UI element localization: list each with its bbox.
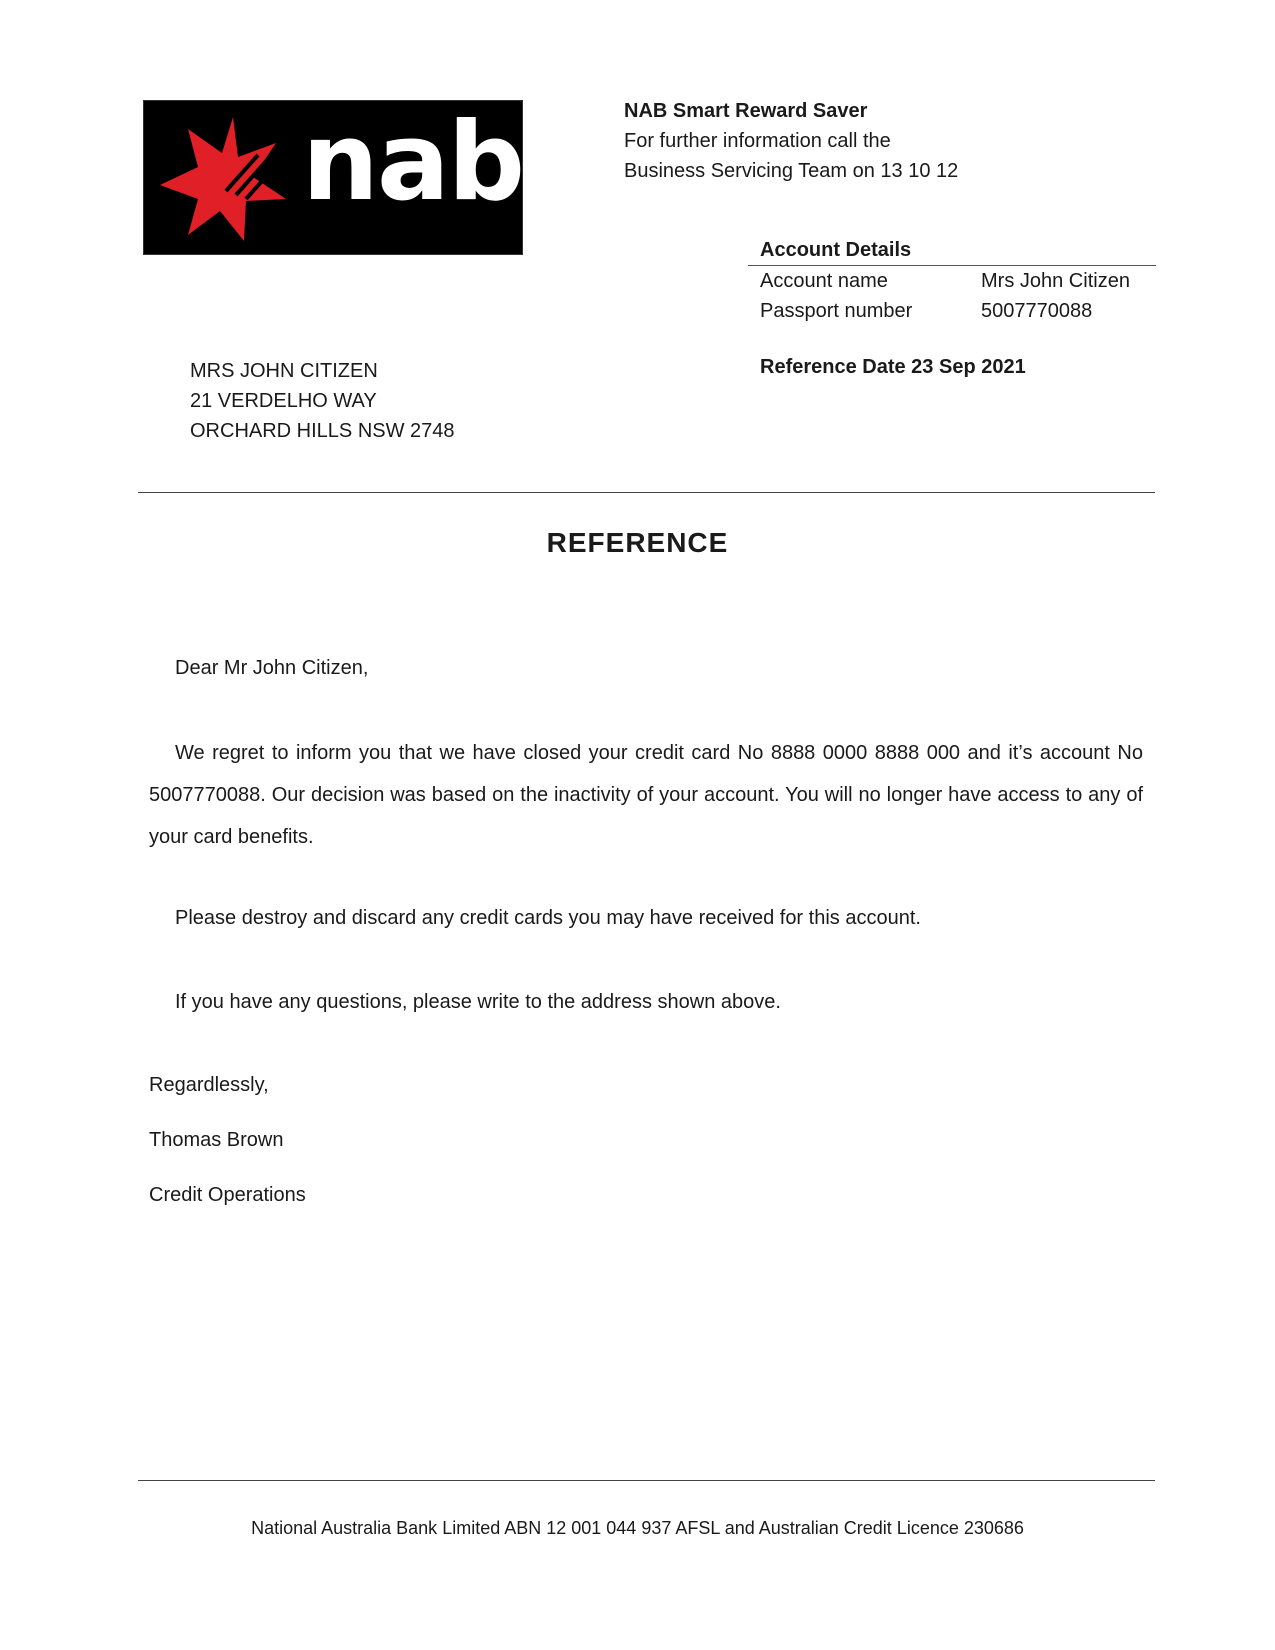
footer-legal: National Australia Bank Limited ABN 12 001 044 937 AFSL and Australian Credit Licence 230686 <box>251 1518 1024 1538</box>
nab-logo <box>143 100 523 255</box>
product-info-line-2: Business Servicing Team on 13 10 12 <box>624 160 959 182</box>
body-paragraph-1: We regret to inform you that we have closed your credit card No 8888 0000 8888 000 and it’s account No 5007770088. Our decision was based on the inactivity of your account. You will no longer have access to any of your card benefits. <box>149 742 1143 848</box>
account-details <box>748 235 1156 326</box>
product-title: NAB Smart Reward Saver <box>624 100 868 122</box>
body-paragraph-2: Please destroy and discard any credit cards you may have received for this account. <box>175 907 921 929</box>
footer-divider <box>138 1480 1155 1481</box>
signatory-name: Thomas Brown <box>149 1129 284 1151</box>
product-info-line-1: For further information call the <box>624 130 891 152</box>
account-name-value: Mrs John Citizen <box>981 270 1130 292</box>
header-divider <box>138 492 1155 493</box>
passport-number-value: 5007770088 <box>981 300 1093 322</box>
passport-number-label: Passport number <box>760 300 913 322</box>
recipient-name: MRS JOHN CITIZEN <box>190 360 378 382</box>
product-info <box>624 96 958 186</box>
recipient-street: 21 VERDELHO WAY <box>190 390 377 412</box>
account-name-label: Account name <box>760 270 888 292</box>
account-details-row <box>748 296 1156 326</box>
account-details-row <box>748 266 1156 296</box>
document-title: REFERENCE <box>546 527 729 558</box>
recipient-address <box>190 356 455 446</box>
salutation: Dear Mr John Citizen, <box>175 657 369 679</box>
recipient-city: ORCHARD HILLS NSW 2748 <box>190 420 455 442</box>
account-details-heading: Account Details <box>748 235 1156 266</box>
reference-date: Reference Date 23 Sep 2021 <box>760 356 1026 378</box>
closing: Regardlessly, <box>149 1074 269 1096</box>
star-icon <box>158 115 288 245</box>
logo-wordmark: nab <box>302 100 524 225</box>
signatory-department: Credit Operations <box>149 1184 306 1206</box>
body-paragraph-3: If you have any questions, please write to the address shown above. <box>175 991 781 1013</box>
